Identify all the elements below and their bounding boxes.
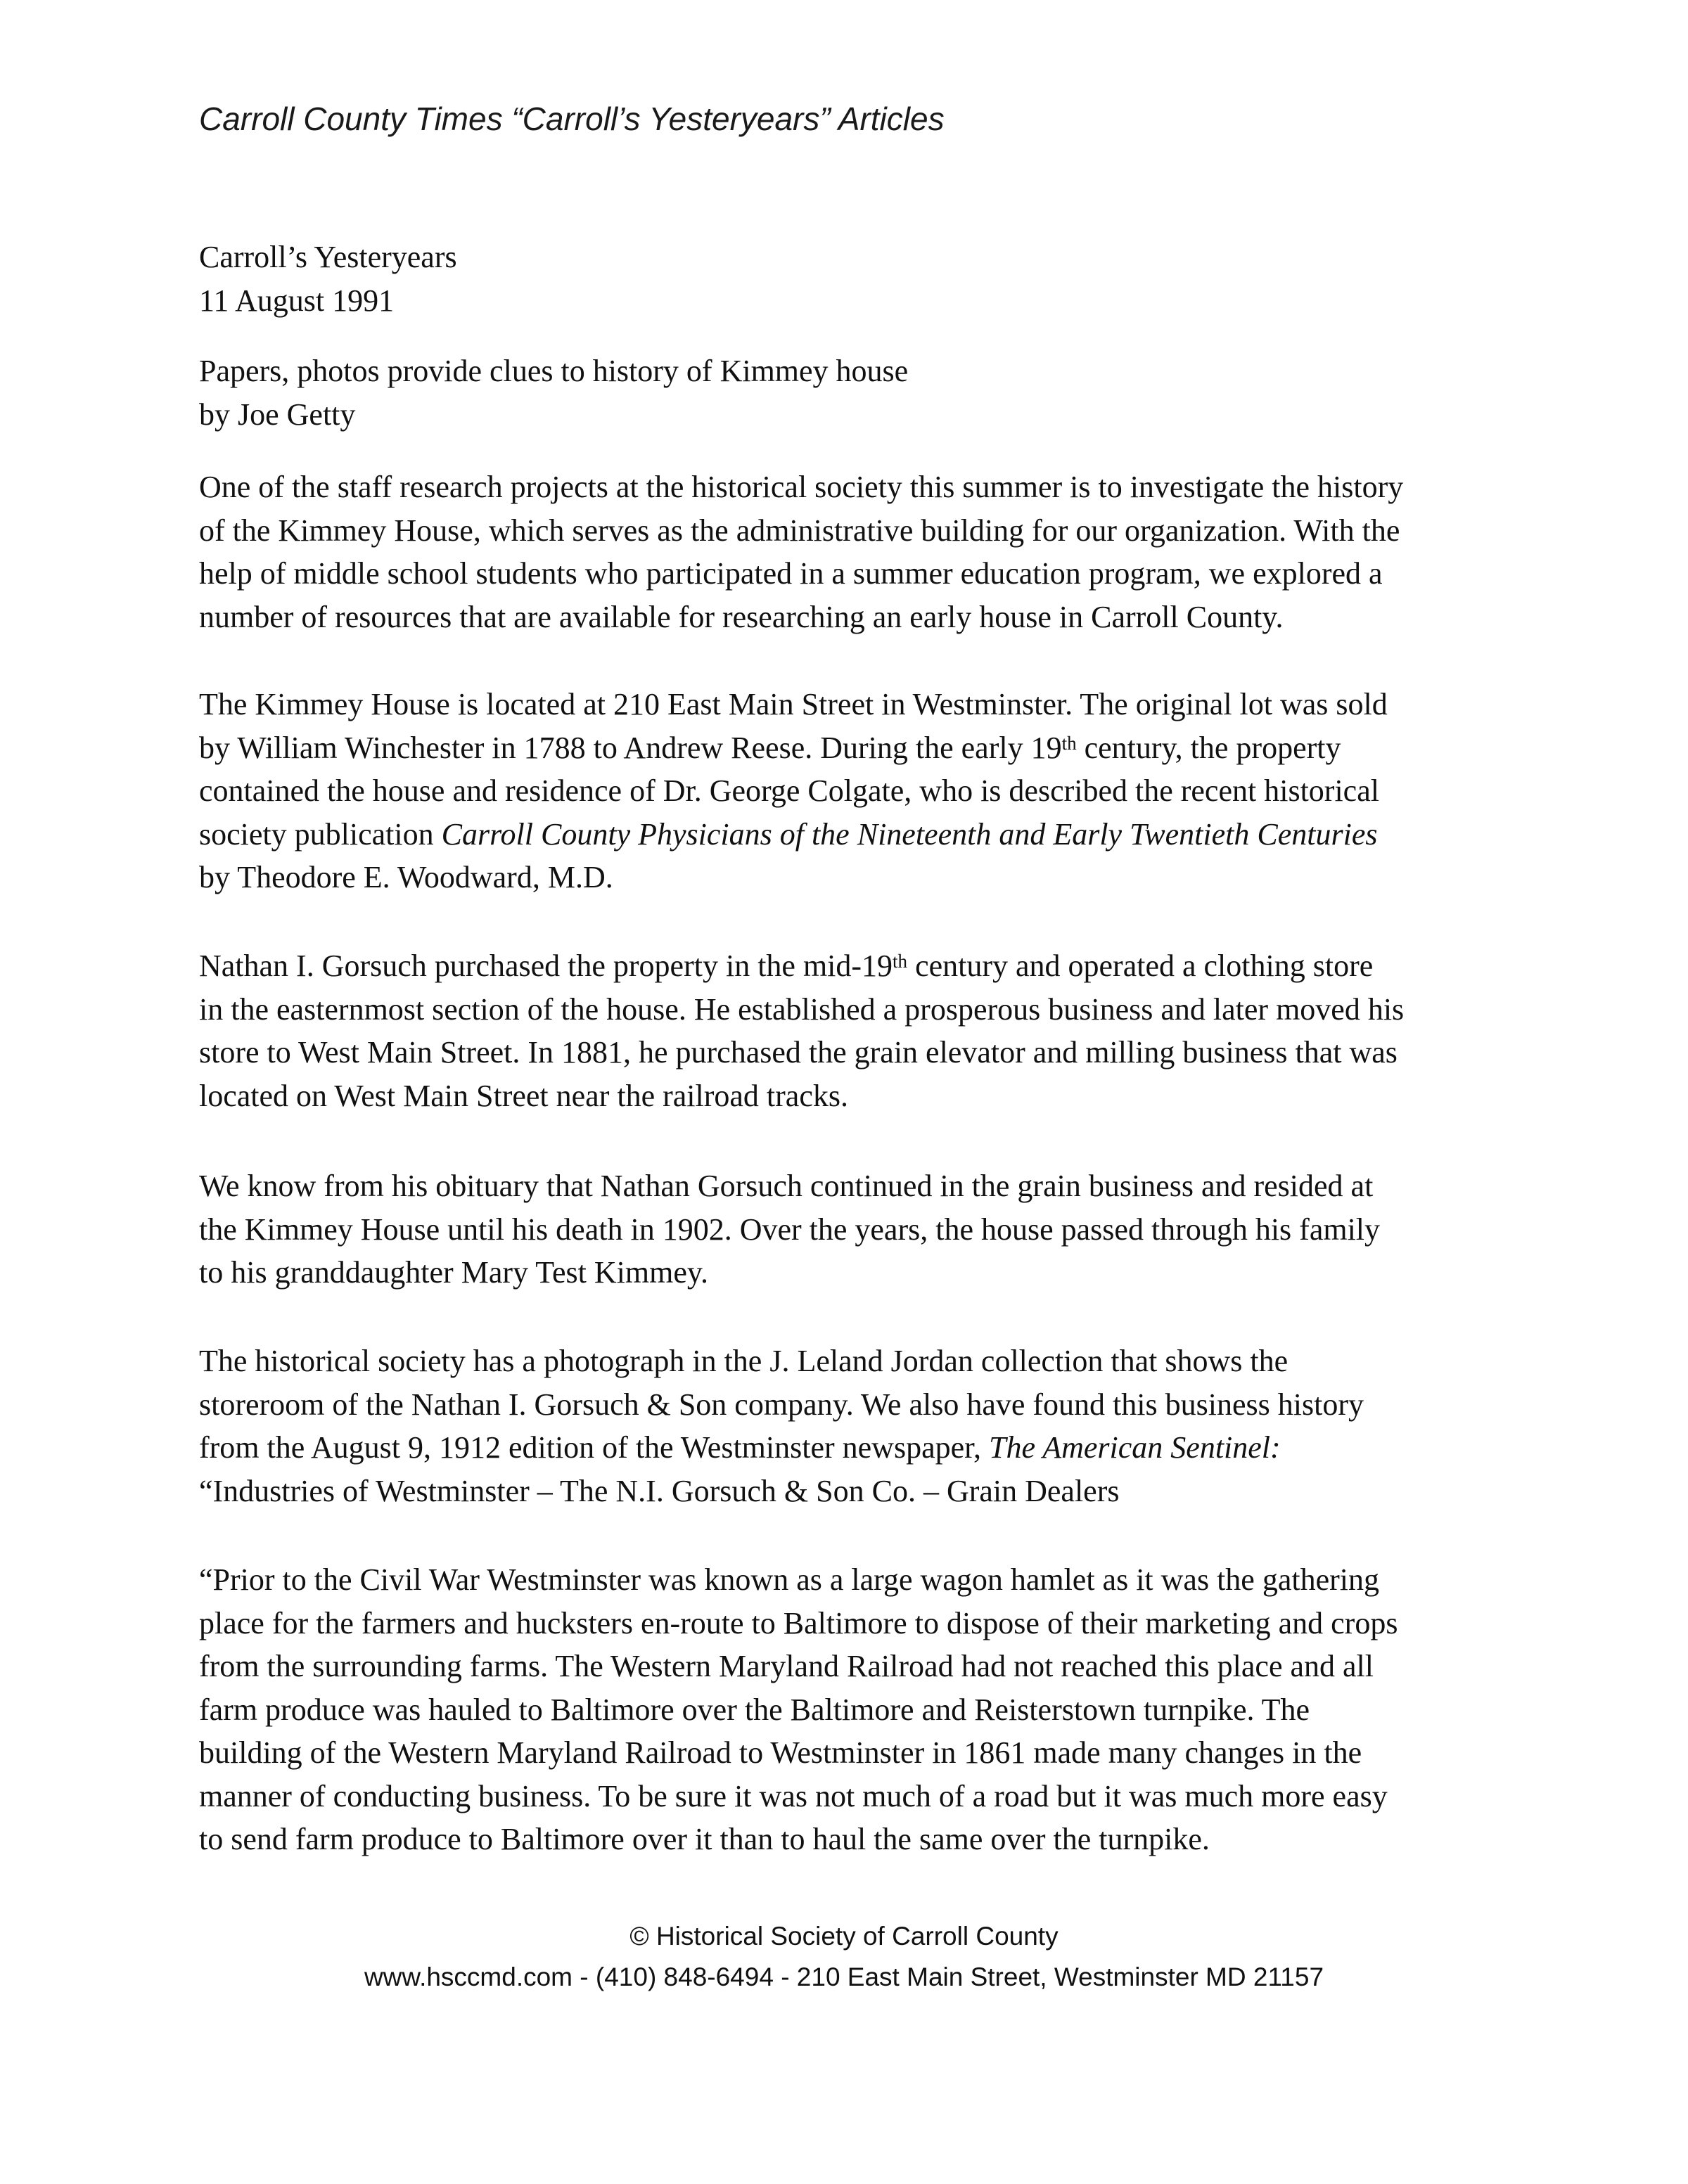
text-segment: “Prior to the Civil War Westminster was known as a large wagon hamlet as it was the gathering: [199, 1562, 1379, 1597]
text-line: [199, 1426, 1364, 1470]
text-segment: Nathan I. Gorsuch purchased the property in the mid-19: [199, 949, 893, 983]
text-segment: in the easternmost section of the house. He established a prosperous business and later moved his: [199, 991, 1405, 1027]
text-segment: farm produce was hauled to Baltimore over the Baltimore and Reisterstown turnpike. The: [199, 1692, 1310, 1727]
text-line: [199, 769, 1388, 813]
text-line: [199, 726, 1388, 770]
article-heading: [199, 349, 908, 436]
text-line: [199, 596, 1403, 639]
text-line: [199, 813, 1388, 856]
text-line: [199, 1775, 1398, 1818]
text-line: [199, 1208, 1380, 1252]
text-line: [199, 944, 1404, 988]
text-segment: century and operated a clothing store: [907, 949, 1374, 983]
paragraph: [199, 1340, 1364, 1512]
paragraph: [199, 944, 1404, 1117]
text-line: [199, 1470, 1364, 1513]
text-segment: from the surrounding farms. The Western Maryland Railroad had not reached this place and all: [199, 1649, 1374, 1683]
text-line: [199, 1731, 1398, 1775]
text-segment: storeroom of the Nathan I. Gorsuch & Son company. We also have found this business history: [199, 1387, 1364, 1422]
text-segment: to his granddaughter Mary Test Kimmey.: [199, 1255, 709, 1290]
paragraph: [199, 1164, 1380, 1295]
italic-text: The American Sentinel:: [989, 1430, 1281, 1465]
text-segment: One of the staff research projects at the historical society this summer is to investigate the history: [199, 470, 1404, 504]
italic-text: Carroll County Physicians of the Nineteenth and Early Twentieth Centuries: [441, 816, 1378, 852]
text-line: [199, 1074, 1404, 1118]
text-segment: The historical society has a photograph in the J. Leland Jordan collection that shows the: [199, 1344, 1289, 1378]
text-segment: to send farm produce to Baltimore over it than to haul the same over the turnpike.: [199, 1822, 1210, 1856]
paragraph: [199, 465, 1403, 638]
text-segment: by Theodore E. Woodward, M.D.: [199, 860, 613, 894]
text-segment: society publication: [199, 816, 442, 852]
text-segment: building of the Western Maryland Railroad to Westminster in 1861 made many changes in the: [199, 1735, 1362, 1770]
text-line: [199, 1558, 1398, 1602]
text-segment: century, the property: [1076, 730, 1341, 765]
superscript: th: [893, 951, 908, 972]
byline: by Joe Getty: [199, 397, 356, 432]
superscript: th: [1061, 732, 1077, 754]
footer-copyright: © Historical Society of Carroll County: [629, 1922, 1059, 1951]
text-line: [199, 1251, 1380, 1295]
text-segment: by William Winchester in 1788 to Andrew Reese. During the early 19: [199, 730, 1062, 765]
text-segment: “Industries of Westminster – The N.I. Gorsuch & Son Co. – Grain Dealers: [199, 1473, 1120, 1508]
text-line: [199, 1818, 1398, 1861]
text-segment: store to West Main Street. In 1881, he purchased the grain elevator and milling business that was: [199, 1035, 1398, 1069]
text-segment: located on West Main Street near the railroad tracks.: [199, 1078, 848, 1113]
text-line: [199, 465, 1403, 509]
text-line: [199, 1602, 1398, 1645]
text-line: [199, 1688, 1398, 1732]
text-segment: help of middle school students who participated in a summer education program, we explored a: [199, 556, 1383, 591]
text-line: [199, 552, 1403, 596]
text-segment: The Kimmey House is located at 210 East Main Street in Westminster. The original lot was sold: [199, 687, 1388, 721]
text-line: [199, 856, 1388, 899]
text-line: [199, 1383, 1364, 1427]
text-line: [199, 1031, 1404, 1074]
text-segment: place for the farmers and hucksters en-route to Baltimore to dispose of their marketing and crops: [199, 1605, 1398, 1640]
text-line: [199, 988, 1404, 1032]
text-line: [199, 1645, 1398, 1688]
text-line: [199, 1164, 1380, 1208]
article-date: 11 August 1991: [199, 283, 395, 318]
text-line: [199, 683, 1388, 726]
paragraph: [199, 683, 1388, 899]
text-segment: contained the house and residence of Dr. George Colgate, who is described the recent historical: [199, 773, 1379, 808]
headline: Papers, photos provide clues to history of Kimmey house: [199, 354, 909, 388]
text-line: [199, 1340, 1364, 1383]
text-segment: manner of conducting business. To be sure it was not much of a road but it was much more easy: [199, 1778, 1388, 1813]
column-name: Carroll’s Yesteryears: [199, 240, 457, 274]
paragraph: [199, 1558, 1398, 1861]
text-segment: the Kimmey House until his death in 1902. Over the years, the house passed through his family: [199, 1212, 1381, 1247]
footer-contact: www.hsccmd.com - (410) 848-6494 - 210 East Main Street, Westminster MD 21157: [364, 1963, 1324, 1991]
text-segment: of the Kimmey House, which serves as the administrative building for our organization. With the: [199, 513, 1400, 548]
text-line: [199, 509, 1403, 553]
article-meta: [199, 236, 457, 322]
page-header-title: Carroll County Times “Carroll’s Yesteryears” Articles: [199, 101, 945, 137]
text-segment: We know from his obituary that Nathan Gorsuch continued in the grain business and resided at: [199, 1169, 1374, 1203]
text-segment: from the August 9, 1912 edition of the Westminster newspaper,: [199, 1430, 990, 1465]
text-segment: number of resources that are available for researching an early house in Carroll County.: [199, 599, 1284, 634]
